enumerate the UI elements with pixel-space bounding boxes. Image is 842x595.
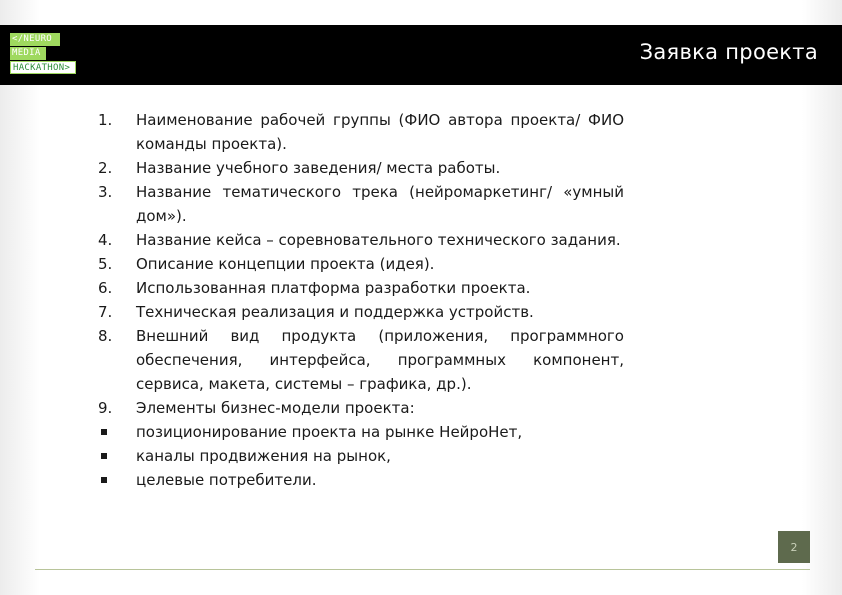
list-item xyxy=(98,108,624,156)
logo-line-hackathon: HACKATHON> xyxy=(10,61,76,74)
list-item-number: 6. xyxy=(98,279,113,297)
list-item xyxy=(98,396,624,420)
requirements-list xyxy=(98,108,624,492)
page-number: 2 xyxy=(778,531,810,563)
list-item xyxy=(98,276,624,300)
logo-line-neuro: </NEURO xyxy=(10,33,60,46)
square-bullet-icon xyxy=(101,453,107,459)
list-item-text: Наименование рабочей группы (ФИО автора проекта/ ФИО команды проекта). xyxy=(136,111,624,153)
bullet-item-text: каналы продвижения на рынок, xyxy=(136,447,391,465)
footer-divider xyxy=(35,569,810,570)
list-item-text: Название тематического трека (нейромаркетинг/ «умный дом»). xyxy=(136,183,624,225)
logo-line-media: MEDIA xyxy=(10,47,46,60)
list-item-number: 3. xyxy=(98,183,113,201)
list-item-number: 5. xyxy=(98,255,113,273)
neuro-media-hackathon-logo xyxy=(10,33,76,75)
list-item-number: 8. xyxy=(98,327,113,345)
list-item-text: Использованная платформа разработки проекта. xyxy=(136,279,531,297)
slide-title: Заявка проекта xyxy=(639,40,818,64)
list-item xyxy=(98,180,624,228)
list-item xyxy=(98,324,624,396)
list-item-text: Название учебного заведения/ места работы. xyxy=(136,159,501,177)
bullet-item xyxy=(98,420,624,444)
square-bullet-icon xyxy=(101,477,107,483)
list-item xyxy=(98,228,624,252)
list-item-number: 2. xyxy=(98,159,113,177)
list-item-number: 1. xyxy=(98,111,113,129)
square-bullet-icon xyxy=(101,429,107,435)
list-item-text: Внешний вид продукта (приложения, программного обеспечения, интерфейса, программных компонент, сервиса, макета, системы – графика, др.). xyxy=(136,327,624,393)
list-item xyxy=(98,300,624,324)
list-item xyxy=(98,156,624,180)
list-item-number: 9. xyxy=(98,399,113,417)
list-item-text: Название кейса – соревновательного технического задания. xyxy=(136,231,621,249)
list-item-number: 4. xyxy=(98,231,113,249)
list-item-text: Элементы бизнес-модели проекта: xyxy=(136,399,415,417)
bullet-item xyxy=(98,444,624,468)
slide-header xyxy=(0,25,842,85)
list-item xyxy=(98,252,624,276)
bullet-item-text: целевые потребители. xyxy=(136,471,317,489)
list-item-text: Описание концепции проекта (идея). xyxy=(136,255,435,273)
bullet-item-text: позиционирование проекта на рынке НейроНет, xyxy=(136,423,523,441)
list-item-number: 7. xyxy=(98,303,113,321)
list-item-text: Техническая реализация и поддержка устройств. xyxy=(136,303,534,321)
bullet-item xyxy=(98,468,624,492)
